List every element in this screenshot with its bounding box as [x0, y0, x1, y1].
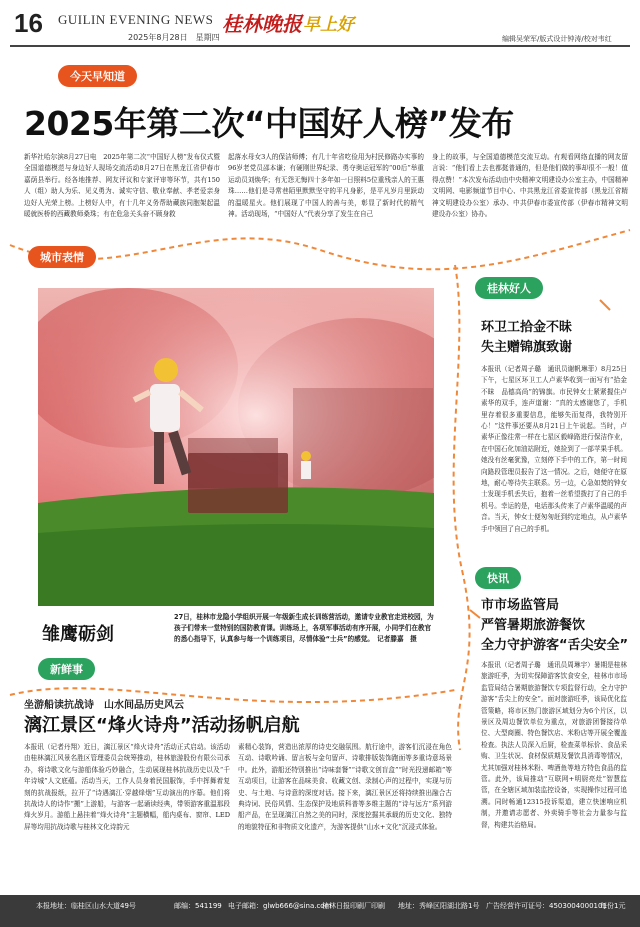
- paper-name-en: GUILIN EVENING NEWS: [58, 12, 214, 27]
- story3-headline: 漓江景区“烽火诗舟”活动扬帆启航: [24, 715, 300, 736]
- story4-title-line2: 严管暑期旅游餐饮: [481, 618, 586, 633]
- story1-col1: 新华社哈尔滨8月27日电 2025年第二次“中国好人榜”发布仪式暨全国道德模范与身边好人现场交流活动8月27日在黑龙江省伊春市嘉荫县举行。经各地推荐、网友评议和专家评审等环节，共有150人（组）助人为乐、见义勇为、诚实守信、敬业奉献、孝老爱亲身边好人光荣上榜。上榜好人中，有十几年义务帮助藏族同胞架起温暖就医桥的西藏教师桑珠；有在危急关头奋不顾身救: [24, 153, 220, 219]
- story2-title-line1: 环卫工拾金不昧: [481, 320, 573, 335]
- footer-email: 电子邮箱：glwb666@sina.com: [228, 902, 332, 910]
- section-tag-good-people: 桂林好人: [475, 277, 543, 299]
- paper-logo: 桂林晚报: [222, 12, 302, 36]
- footer-bar: [0, 895, 640, 927]
- footer-price: 每份1元: [600, 902, 626, 910]
- story2-body: 本报讯（记者周子璐 通讯员谢帆琳菲）8月25日下午，七星区环卫工人卢素华收到一面写有“拾金不昧 品德高尚”的锦旗。市民钟女士紧紧握住卢素华的双手，连声道谢：“真的太感谢您了，手机里存着很多重要信息，能够失而复得，我特别开心！”这件事还要从8月21日上午说起。当时，卢素华正像往常一样在七星区毅峰路进行保洁作业，在中国石化加油站附近，她捡到了一部苹果手机。她没有丝毫犹豫，立刻停下手中的工作，第一时间向路段管理员报告了这一情况。之后，她便守在原地，耐心等待失主联系。另一边，心急如焚的钟女士发现手机丢失后，抱着一丝希望拨打了自己的手机号。幸运的是，电话那头传来了卢素华温暖的声音。当天，钟女士便匆匆赶到约定地点，从卢素华手中领回了自己的手机。: [481, 365, 627, 533]
- footer-printer: 桂林日报印刷厂印刷: [322, 902, 385, 910]
- section-tag-fresh: 新鲜事: [38, 658, 95, 680]
- story4-title-line1: 市市场监管局: [481, 598, 560, 613]
- section-name: 早上好: [303, 15, 354, 35]
- masthead-rule: [10, 45, 630, 47]
- footer-postcode: 邮编：541199: [174, 902, 222, 910]
- story3-col2: 素精心装饰，营造出浓厚的诗史交融氛围。航行途中，游客们沉浸在角色互动、诗歌吟诵、留言板与金句留声、诗歌排版装饰跑面等多重诗意场景中。此外，游船还特别推出“诗味套餐”“诗歌文创盲盒”“时光投递邮箱”等互动项目，让游客在品味美食、收藏文创、录制心声的过程中，实现与历史、与土地、与诗意的深度对话。接下来，漓江景区还将持续推出融合古典诗词、民俗风情、生态保护及地质科普等多维主题的“诗与远方”系列游船产品，在呈现漓江自然之美的同时，深度挖掘其承载的历史文化、独特的地貌特征和非物质文化遗产，为游客提供“山水+文化”沉浸式体验。: [238, 743, 452, 831]
- story4-title-line3: 全力守护游客“舌尖安全”: [481, 638, 629, 653]
- news-photo-children-training: [38, 288, 434, 606]
- issue-date: 2025年8月28日 星期四: [128, 33, 220, 42]
- story1-col2: 起落水母女3人的保洁师傅；有几十年省吃俭用为村民修路办实事的96岁老党员邵本谦；有硬刚世界纪录、勇夺奥运冠军的“00后”举重运动员刘焕华；有无怨无悔四十多年如一日照料5位重残亲人的王惠珠……他们是寻常巷陌里默默坚守的平凡身影，是平凡岁月里跃动的温暖星火。他们展现了中国人的善与美，彰显了新时代的精气神。活动现场，“中国好人”代表分享了发生在自己: [228, 153, 424, 219]
- section-tag-quick-news: 快讯: [475, 567, 521, 589]
- staff-credits: 编辑吴荣军/版式设计钟涛/校对韦红: [502, 35, 612, 43]
- footer-license: 广告经营许可证号：4503004000101: [486, 902, 607, 910]
- section-tag-city: 城市表情: [28, 246, 96, 268]
- photo-title: 雏鹰砺剑: [42, 624, 114, 645]
- story2-title-line2: 失主赠锦旗致谢: [481, 340, 573, 355]
- section-tag-today: 今天早知道: [58, 65, 137, 87]
- footer-printer-address: 地址：秀峰区阳湖北路1号: [398, 902, 480, 910]
- story1-col3: 身上的故事，与全国道德模范交流互动。有观看网络直播的网友留言说：“他们看上去也都挺普通的，但是他们做的事却很不一般！值得点赞！”本次发布活动由中央精神文明建设办公室主办，中国精神文明网、电影频道节目中心、中共黑龙江省委宣传部（黑龙江省精神文明建设办公室）承办、中共伊春市委宣传部（伊春市精神文明建设办公室）协办。: [432, 153, 628, 219]
- story3-col1: 本报讯（记者丹翔）近日，漓江景区“烽火诗舟”活动正式启动。该活动由桂林漓江风景名胜区管理委员会统筹推动，桂林旅游股份有限公司承办，将诗歌文化与游船体验巧妙融合，生动展现桂林抗战历史以及“千年诗城”人文底蕴。活动当天，工作人员身着民国服饰，手中挥舞着复刻的抗战报纸，拉开了“诗遇漓江·穿越烽烟”互动演出的序幕。他们将抗战诗人的诗作“搬”上游船，与游客一起诵读经典，带领游客重温那段烽火岁月。游船上悬挂着“烽火诗舟”主题横幅，船内桌布、窗帘、LED屏等均用抗战诗歌与桂林文化诗韵元: [24, 743, 230, 831]
- page-number: 16: [14, 8, 43, 38]
- story3-subtitle: 坐游船读抗战诗 山水间品历史风云: [24, 700, 184, 711]
- main-headline: 2025年第二次“中国好人榜”发布: [24, 104, 514, 143]
- photo-caption: 27日，桂林市龙隐小学组织开展一年级新生成长训练营活动，邀请专业教官走进校园，为孩子们带来一堂特别的国防教育课。训练场上，各项军事活动有序开展，小同学们在教官的悉心指导下，认真参与每一个训练项目，尽情体验“士兵”的感觉。 记者滕嘉 摄: [174, 613, 434, 643]
- footer-address: 本报地址：临桂区山水大道49号: [36, 902, 136, 910]
- story4-body: 本报讯（记者周子璐 通讯员周琳宇）暑期是桂林旅游旺季，为切实保障游客饮食安全，桂林市市场监管局结合暑期旅游餐饮专项监督行动，全力守护游客“舌尖上的安全”。面对旅游旺季，该局优化监管策略，将市区热门旅游区域划分为6个片区，以景区及周边餐饮单位为重点，对旅游团餐接待单位、大型商圈、特色餐饮店、米粉店等开展全覆盖检查。执法人员深入后厨，检查菜单标价、食品采购、卫生状况、食材保质期及餐饮具消毒等情况，尤其加强对桂林米粉、啤酒鱼等地方特色食品的监管。此外，该局推动“互联网+明厨亮灶”智慧监管，在全辖区域加装监控设备，实现操作过程可追溯。同时畅通12315投诉渠道，建立快速响应机制，并邀请志愿者、外卖骑手等社会力量参与监督，构建共治格局。: [481, 661, 627, 829]
